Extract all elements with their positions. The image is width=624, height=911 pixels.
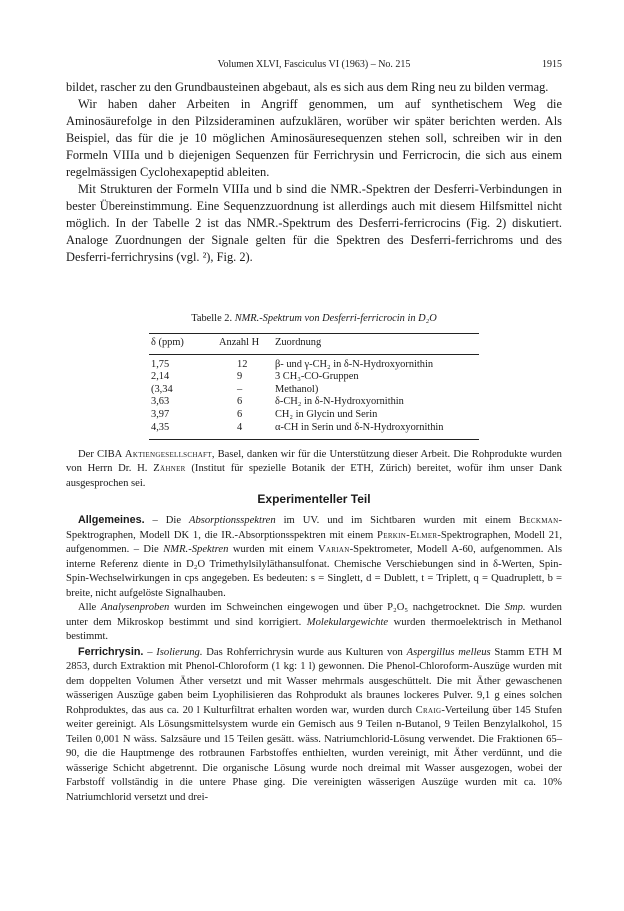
smallcaps-name: Perkin-Elmer — [377, 529, 438, 541]
paragraph-ferrichrysin — [66, 645, 562, 806]
runin-allgemeines: Allgemeines. — [78, 514, 145, 526]
page-number: 1915 — [542, 59, 562, 70]
text-run: Das Rohferrichrysin wurde aus Kulturen von — [206, 646, 403, 658]
text-run: Stamm ETH M 2853, durch Extraktion mit Phenol-Chloroform (1 kg: 1 l) gewonnen. Die Phenol-Chloroform-Auszüge wurden mit dem doppelten Volumen Äther versetzt und mit Wasser mehrmals ausgeschüttelt. Die mit Äther gewaschenen wässerigen Auszüge gaben beim Lyophilisieren das Rohprodukt als braunes lockeres Pulver. 9,1 g eines solchen Rohproduktes, das aus ca. 20 l Kulturfiltrat erhalten worden war, wurden durch — [66, 646, 563, 716]
cell-shift: 4,35 — [149, 422, 219, 440]
cell-count: 6 — [237, 408, 243, 420]
text-run: – — [147, 646, 153, 658]
text-run: – Die — [152, 515, 182, 526]
text-run: im UV. und im Sichtbaren wurden mit einem — [283, 515, 511, 526]
cell-assignment: α-CH in Serin und δ-N-Hydroxyornithin — [275, 422, 479, 440]
experimental-section — [66, 513, 562, 805]
text-run: wurden thermoelektrisch in Methanol bestimmt. — [66, 616, 562, 642]
table-row — [149, 371, 479, 384]
cell-assignment: β- und γ-CH₂ in δ-N-Hydroxyornithin — [275, 358, 434, 370]
paragraph-2: Wir haben daher Arbeiten in Angriff genommen, um auf synthetischem Weg die Aminosäurefolge in den Pilzsideraminen aufzuklären, worüber wir später berichten werden. Als Beispiel, das für die je 10 möglichen Aminosäuresequenzen stehen soll, schreiben wir in den Formeln VIIIa und b diejenigen Sequenzen für Ferrichrysin und Ferricrocin, die sich aus einem regelmässigen Cyclohexapeptid ableiten. — [66, 97, 562, 179]
table-row — [149, 409, 479, 422]
table-row — [149, 396, 479, 409]
text-run: -Spektrometer, Modell A-60, aufgenommen. Als interne Referenz diente in D₂O Trimethylsilyläthansulfonat. Chemische Verschiebungen sind in δ-Werten, Spin-Spin-Wechselwirkungen in cps angegeben. Es bedeuten: s = Singlett, d = Dublett, t = Triplett, q = Quadruplett, b = breite, nicht aufgelöste Signalhauben. — [66, 544, 563, 599]
italic-term: Absorptionsspektren — [188, 515, 276, 526]
italic-term: Aspergillus melleus — [406, 646, 491, 658]
table-header-row — [149, 334, 479, 355]
ack-company: Aktiengesellschaft — [124, 449, 212, 460]
text-run: wurden im Schweinchen eingewogen und über P₂O₅ nachgetrocknet. Die — [173, 602, 501, 613]
table-row — [149, 354, 479, 371]
nmr-table — [149, 333, 479, 440]
text-run: Alle — [78, 602, 97, 613]
paragraph-analysenproben — [66, 601, 562, 645]
table-caption-label: Tabelle 2. — [191, 313, 233, 324]
cell-count: 6 — [237, 396, 243, 408]
running-title: Volumen XLVI, Fasciculus VI (1963) – No. 215 — [217, 59, 411, 70]
ack-text-3: (Institut für spezielle Botanik der ETH, Zürich) bereitet, wofür ihm unser Dank ausgesprochen sei. — [66, 463, 562, 489]
col-header-assignment: Zuordnung — [275, 334, 479, 355]
cell-assignment: δ-CH₂ in δ-N-Hydroxyornithin — [275, 396, 404, 408]
text-run: -Verteilung über 145 Stufen weiter gereinigt. Als Lösungsmittelsystem wurde ein Gemisch aus 9 Teilen n-Butanol, 9 Teilen Benzylalkohol, 15 Teilen 0,001 N wäss. Salzsäure und 15 Teilen gesätt. wäss. Natriumchlorid-Lösung verwendet. Die Fraktionen 65–90, die die Hauptmenge des rotbraunen Farbstoffes enthielten, wurden vereinigt, mit Äther verdünnt, und die wässerige Schicht abgetrennt. Die organische Lösung wurde noch dreimal mit Wasser ausgezogen, wobei der Farbstoff vollständig in die untere Phase ging. Die vereinigten wässerigen Auszüge wurden mit ca. 10% Natriumchlorid versetzt und drei- — [66, 704, 562, 803]
table-caption-title: NMR.-Spektrum von Desferri-ferricrocin in D₂O — [234, 313, 437, 324]
table-row — [149, 422, 479, 440]
ack-text-2: , Basel, danken wir für die Unterstützung dieser Arbeit. Die Rohprodukte wurden von Herrn Dr. H. — [66, 449, 562, 475]
table-row — [149, 384, 479, 397]
cell-assignment: Methanol) — [275, 383, 319, 395]
ack-text-1: Der CIBA — [78, 449, 122, 460]
smallcaps-name: Varian — [317, 544, 350, 555]
italic-term: Smp. — [504, 602, 526, 613]
acknowledgement-paragraph — [66, 448, 562, 491]
cell-count: 9 — [237, 371, 243, 383]
paragraph-1: bildet, rascher zu den Grundbausteinen abgebaut, als es sich aus dem Ring neu zu bilden vermag. — [66, 80, 549, 94]
ack-person: Zähner — [153, 463, 186, 475]
paragraph-allgemeines — [66, 513, 562, 601]
cell-count: 4 — [219, 422, 275, 440]
cell-shift: 2,14 — [151, 371, 170, 383]
cell-count: – — [237, 383, 243, 395]
col-header-count: Anzahl H — [219, 334, 275, 355]
smallcaps-name: Craig — [415, 704, 442, 716]
paragraph-3: Mit Strukturen der Formeln VIIIa und b sind die NMR.-Spektren der Desferri-Verbindungen in bester Übereinstimmung. Eine Sequenzzuordnung ist allerdings auch mit diesem Hilfsmittel nicht möglich. In der Tabelle 2 ist das NMR.-Spektrum des Desferri-ferricrocins (Fig. 2) diskutiert. Analoge Zuordnungen der Signale gelten für die Spektren des Desferri-ferrichroms und des Desferri-ferrichrysins (vgl. ²), Fig. 2). — [66, 182, 562, 264]
cell-count: 12 — [237, 358, 248, 370]
section-heading: Experimenteller Teil — [257, 492, 371, 506]
text-run: -Spektrographen, Modell 21, aufgenommen. – Die — [66, 529, 562, 555]
running-header — [66, 58, 562, 72]
cell-shift: 3,97 — [151, 408, 170, 420]
cell-shift: (3,34 — [151, 383, 173, 395]
runin-ferrichrysin: Ferrichrysin. — [78, 645, 144, 658]
col-header-shift: δ (ppm) — [149, 334, 219, 355]
italic-term: Molekulargewichte — [306, 616, 389, 628]
smallcaps-name: Beckman — [518, 515, 559, 526]
text-run: -Spektrographen, Modell DK 1, die IR.-Absorptionsspektren mit einem — [66, 515, 562, 541]
acknowledgement — [66, 448, 562, 491]
cell-assignment: 3 CH₃-CO-Gruppen — [275, 371, 359, 383]
cell-shift: 3,63 — [151, 396, 170, 408]
table-caption — [66, 312, 562, 326]
text-run: wurden mit einem — [232, 544, 314, 555]
main-text — [66, 79, 562, 266]
italic-term: Isolierung. — [156, 646, 203, 658]
text-run: wurden unter dem Mikroskop bestimmt und sind korrigiert. — [66, 602, 562, 628]
italic-term: Analysenproben — [100, 602, 170, 613]
cell-shift: 1,75 — [151, 358, 170, 370]
italic-term: NMR.-Spektren — [163, 544, 229, 555]
cell-assignment: CH₂ in Glycin und Serin — [275, 408, 378, 420]
